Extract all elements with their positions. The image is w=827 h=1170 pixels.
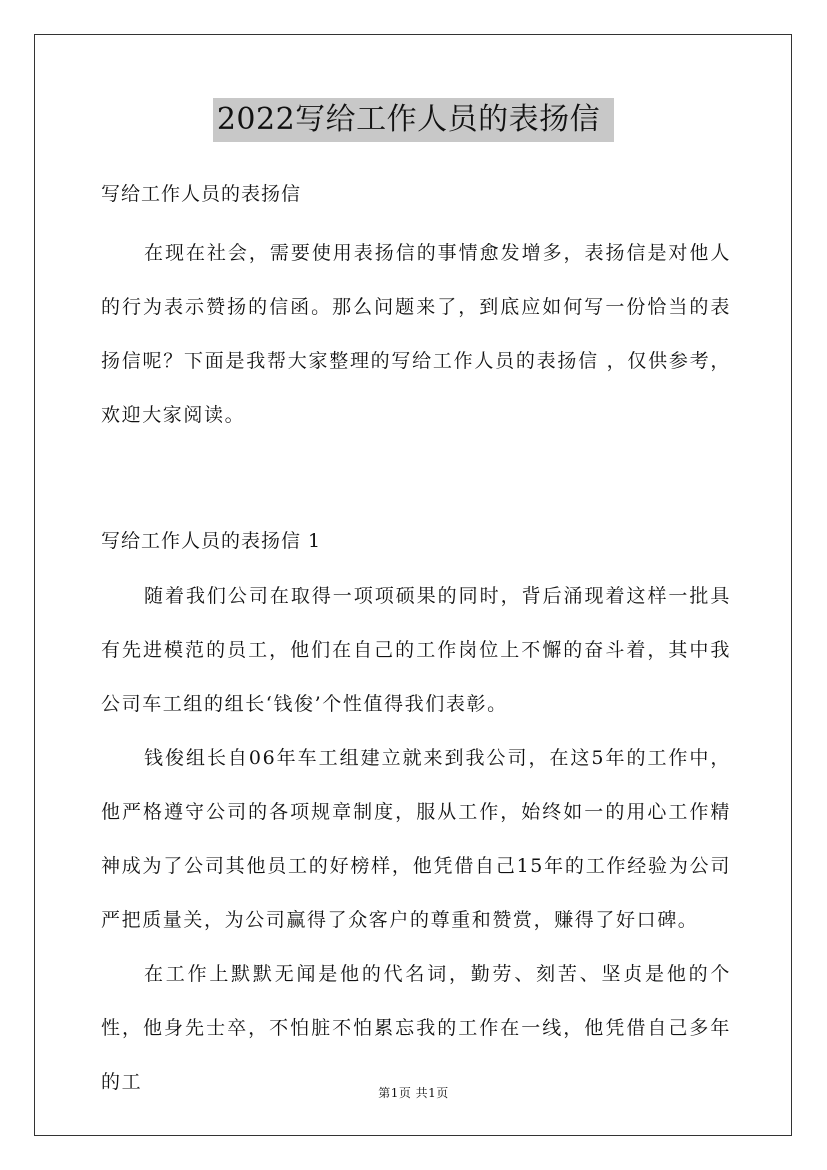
section-heading: 写给工作人员的表扬信 1 (101, 530, 322, 552)
intro-heading: 写给工作人员的表扬信 (101, 183, 302, 205)
title-container (0, 98, 827, 142)
document-title: 2022写给工作人员的表扬信 (213, 98, 614, 142)
document-body (101, 172, 731, 1109)
section-paragraph: 钱俊组长自06年车工组建立就来到我公司，在这5年的工作中，他严格遵守公司的各项规章制度，服从工作，始终如一的用心工作精神成为了公司其他员工的好榜样，他凭借自己15年的工作经验为公司严把质量关，为公司赢得了众客户的尊重和赞赏，赚得了好口碑。 (101, 747, 731, 931)
intro-paragraph: 在现在社会，需要使用表扬信的事情愈发增多，表扬信是对他人的行为表示赞扬的信函。那么问题来了，到底应如何写一份恰当的表扬信呢？下面是我帮大家整理的写给工作人员的表扬信 ，仅供参考，欢迎大家阅读。 (101, 242, 731, 426)
section-paragraph: 随着我们公司在取得一项项硕果的同时，背后涌现着这样一批具有先进模范的员工，他们在自己的工作岗位上不懈的奋斗着，其中我公司车工组的组长‘钱俊’个性值得我们表彰。 (101, 585, 731, 715)
section-paragraph: 在工作上默默无闻是他的代名词，勤劳、刻苦、坚贞是他的个性，他身先士卒，不怕脏不怕累忘我的工作在一线，他凭借自己多年的工 (101, 963, 731, 1093)
page-footer: 第1页 共1页 (378, 1086, 449, 1100)
section-body (101, 569, 731, 1109)
